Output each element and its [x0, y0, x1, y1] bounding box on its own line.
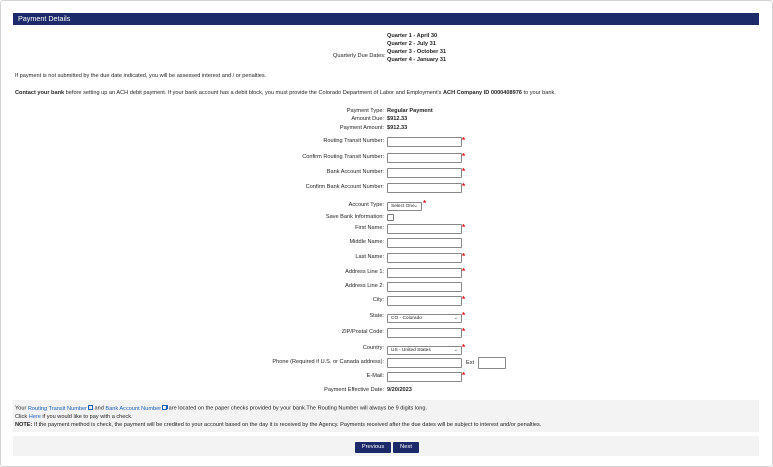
country-select[interactable]: [387, 346, 462, 355]
chevron-down-icon: ⌄: [413, 203, 418, 209]
confirm-account-label: Confirm Bank Account Number:: [305, 184, 384, 190]
your-text: Your: [15, 405, 27, 412]
email-input[interactable]: [387, 372, 462, 382]
address-line-1-label: Address Line 1:: [345, 269, 384, 275]
zip-input[interactable]: [387, 328, 462, 338]
routing-transit-link-label: Routing Transit Number: [27, 405, 87, 412]
confirm-routing-input[interactable]: [387, 153, 462, 163]
check-text: if you would like to pay with a check.: [42, 414, 133, 420]
country-value: US - United States: [391, 348, 431, 353]
email-label: E-Mail:: [366, 373, 384, 379]
ach-company-id: ACH Company ID 0000408976: [442, 90, 522, 96]
chevron-down-icon: ⌄: [453, 347, 458, 353]
state-value: CO - Colorado: [391, 316, 422, 321]
routing-transit-link[interactable]: [28, 406, 93, 412]
required-marker: *: [462, 327, 466, 336]
phone-input[interactable]: [387, 358, 462, 368]
external-link-icon: [88, 405, 93, 410]
payment-amount-value: $912.33: [387, 125, 408, 131]
ext-label: Ext: [466, 360, 475, 366]
required-marker: *: [423, 199, 427, 208]
address-line-2-input[interactable]: [387, 282, 462, 292]
middle-name-input[interactable]: [387, 238, 462, 248]
save-bank-label: Save Bank Information:: [325, 214, 384, 220]
address-line-2-label: Address Line 2:: [345, 283, 384, 289]
bank-account-link[interactable]: [105, 406, 167, 412]
note-line: [15, 422, 541, 428]
quarter-3: Quarter 3 - October 31: [387, 49, 447, 55]
account-type-select[interactable]: [387, 202, 422, 211]
state-label: State:: [369, 313, 384, 319]
confirm-routing-label: Confirm Routing Transit Number:: [302, 154, 384, 160]
amount-due-label: Amount Due:: [351, 116, 384, 122]
required-marker: *: [462, 252, 466, 261]
external-link-icon: [162, 405, 167, 410]
routing-number-input[interactable]: [387, 137, 462, 147]
account-number-input[interactable]: [387, 168, 462, 178]
late-payment-notice: If payment is not submitted by the due date indicated, you will be assessed interest and / or penalties.: [15, 73, 267, 79]
required-marker: *: [462, 311, 466, 320]
account-number-label: Bank Account Number:: [326, 169, 384, 175]
required-marker: *: [462, 371, 466, 380]
routing-info-line: [15, 405, 427, 412]
quarter-1: Quarter 1 - April 30: [387, 33, 438, 39]
state-select[interactable]: [387, 314, 462, 323]
amount-due-value: $912.33: [387, 116, 408, 122]
chevron-down-icon: ⌄: [453, 315, 458, 321]
required-marker: *: [462, 182, 466, 191]
contact-bank-text-end: to your bank.: [521, 90, 556, 96]
payment-type-label: Payment Type:: [346, 108, 384, 114]
effective-date-label: Payment Effective Date:: [324, 387, 384, 393]
last-name-label: Last Name:: [355, 254, 384, 260]
required-marker: *: [462, 267, 466, 276]
required-marker: *: [462, 136, 466, 145]
last-name-input[interactable]: [387, 253, 462, 263]
note-label: NOTE:: [15, 422, 33, 428]
and-text: and: [94, 405, 104, 412]
phone-label: Phone (Required if U.S. or Canada address):: [272, 359, 384, 365]
routing-number-label: Routing Transit Number:: [323, 138, 384, 144]
click-text: Click: [15, 414, 28, 420]
account-type-value: Select One: [391, 204, 415, 209]
due-dates-label: Quarterly Due Dates:: [333, 53, 386, 59]
next-button[interactable]: Next: [393, 442, 419, 453]
first-name-input[interactable]: [387, 224, 462, 234]
city-label: City:: [372, 297, 384, 303]
here-link[interactable]: Here: [28, 414, 41, 420]
required-marker: *: [462, 223, 466, 232]
located-text: are located on the paper checks provided by your bank.The Routing Number will always be 9 digits long.: [168, 405, 428, 412]
effective-date-value: 9/20/2023: [387, 387, 412, 393]
bank-account-link-label: Bank Account Number: [105, 405, 162, 412]
city-input[interactable]: [387, 296, 462, 306]
note-text: If the payment method is check, the payment will be credited to your account based on the day it is received by the Agency. Payments received after the due dates will be subject to interest and/or penalties.: [33, 422, 542, 428]
address-line-1-input[interactable]: [387, 268, 462, 278]
confirm-account-input[interactable]: [387, 183, 462, 193]
contact-bank-text: before setting up an ACH debit payment. If your bank account has a debit block, you must provide the Colorado Department of Labor and Employment's: [64, 90, 443, 96]
quarter-2: Quarter 2 - July 31: [387, 41, 436, 47]
contact-bank-bold: Contact your bank: [15, 90, 65, 96]
phone-ext-input[interactable]: [478, 357, 506, 369]
check-info-line: [15, 414, 133, 420]
account-type-label: Account Type:: [348, 202, 384, 208]
previous-button[interactable]: Previous: [355, 442, 391, 453]
contact-bank-notice: [15, 90, 556, 96]
payment-type-value: Regular Payment: [387, 108, 433, 114]
required-marker: *: [462, 295, 466, 304]
middle-name-label: Middle Name:: [349, 239, 384, 245]
required-marker: *: [462, 167, 466, 176]
zip-label: ZIP/Postal Code:: [341, 329, 384, 335]
payment-amount-label: Payment Amount:: [339, 125, 384, 131]
country-label: Country:: [362, 345, 384, 351]
first-name-label: First Name:: [355, 225, 384, 231]
save-bank-checkbox[interactable]: [387, 214, 394, 221]
required-marker: *: [462, 343, 466, 352]
quarter-4: Quarter 4 - January 31: [387, 57, 447, 63]
required-marker: *: [462, 152, 466, 161]
page-title: Payment Details: [13, 13, 759, 25]
